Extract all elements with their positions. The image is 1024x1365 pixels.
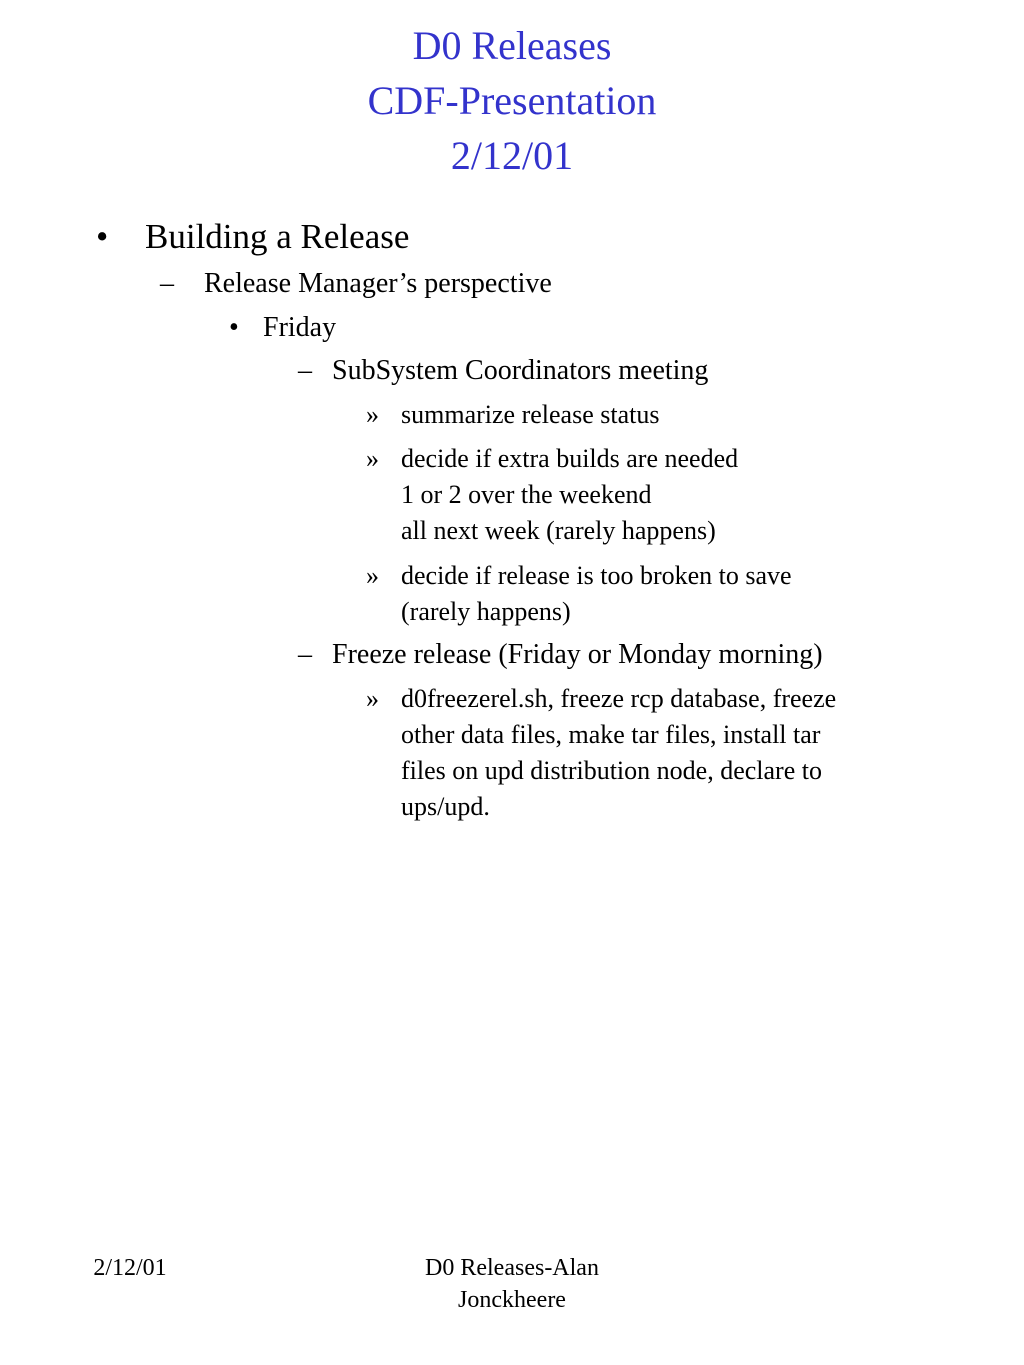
footer-author-line-1: D0 Releases-Alan: [425, 1255, 599, 1281]
dash-marker: –: [298, 355, 312, 386]
dash-rm-perspective: Release Manager’s perspective: [204, 268, 552, 299]
bullet-building-release: Building a Release: [145, 217, 410, 256]
raquo-marker: »: [366, 400, 379, 429]
footer-author-line-2: Jonckheere: [458, 1287, 566, 1313]
title-line-1: D0 Releases: [412, 23, 612, 68]
extra-builds-line-3: all next week (rarely happens): [401, 516, 716, 545]
freeze-steps-line-4: ups/upd.: [401, 792, 490, 821]
freeze-steps-line-2: other data files, make tar files, install tar: [401, 720, 821, 749]
bullet-marker: •: [96, 217, 109, 256]
title-line-2: CDF-Presentation: [367, 78, 657, 123]
freeze-steps-line-3: files on upd distribution node, declare to: [401, 756, 822, 785]
title-line-3: 2/12/01: [450, 133, 574, 178]
dash-freeze-release: Freeze release (Friday or Monday morning): [332, 639, 823, 670]
footer-date: 2/12/01: [93, 1255, 167, 1281]
raquo-marker: »: [366, 684, 379, 713]
footer-author: [392, 1252, 632, 1316]
raquo-summarize-status: summarize release status: [401, 400, 660, 429]
bullet-friday: Friday: [263, 312, 337, 343]
raquo-too-broken: [401, 558, 792, 630]
extra-builds-line-2: 1 or 2 over the weekend: [401, 480, 652, 509]
raquo-marker: »: [366, 444, 379, 473]
too-broken-line-1: decide if release is too broken to save: [401, 561, 792, 590]
dash-marker: –: [160, 268, 174, 299]
extra-builds-line-1: decide if extra builds are needed: [401, 444, 739, 473]
slide-title: [0, 18, 1024, 183]
raquo-extra-builds: [401, 441, 738, 549]
dash-subsystem-meeting: SubSystem Coordinators meeting: [332, 355, 709, 386]
bullet-marker: •: [229, 312, 239, 343]
raquo-freeze-steps: [401, 681, 836, 825]
dash-marker: –: [298, 639, 312, 670]
raquo-marker: »: [366, 561, 379, 590]
too-broken-line-2: (rarely happens): [401, 597, 571, 626]
freeze-steps-line-1: d0freezerel.sh, freeze rcp database, freeze: [401, 684, 837, 713]
